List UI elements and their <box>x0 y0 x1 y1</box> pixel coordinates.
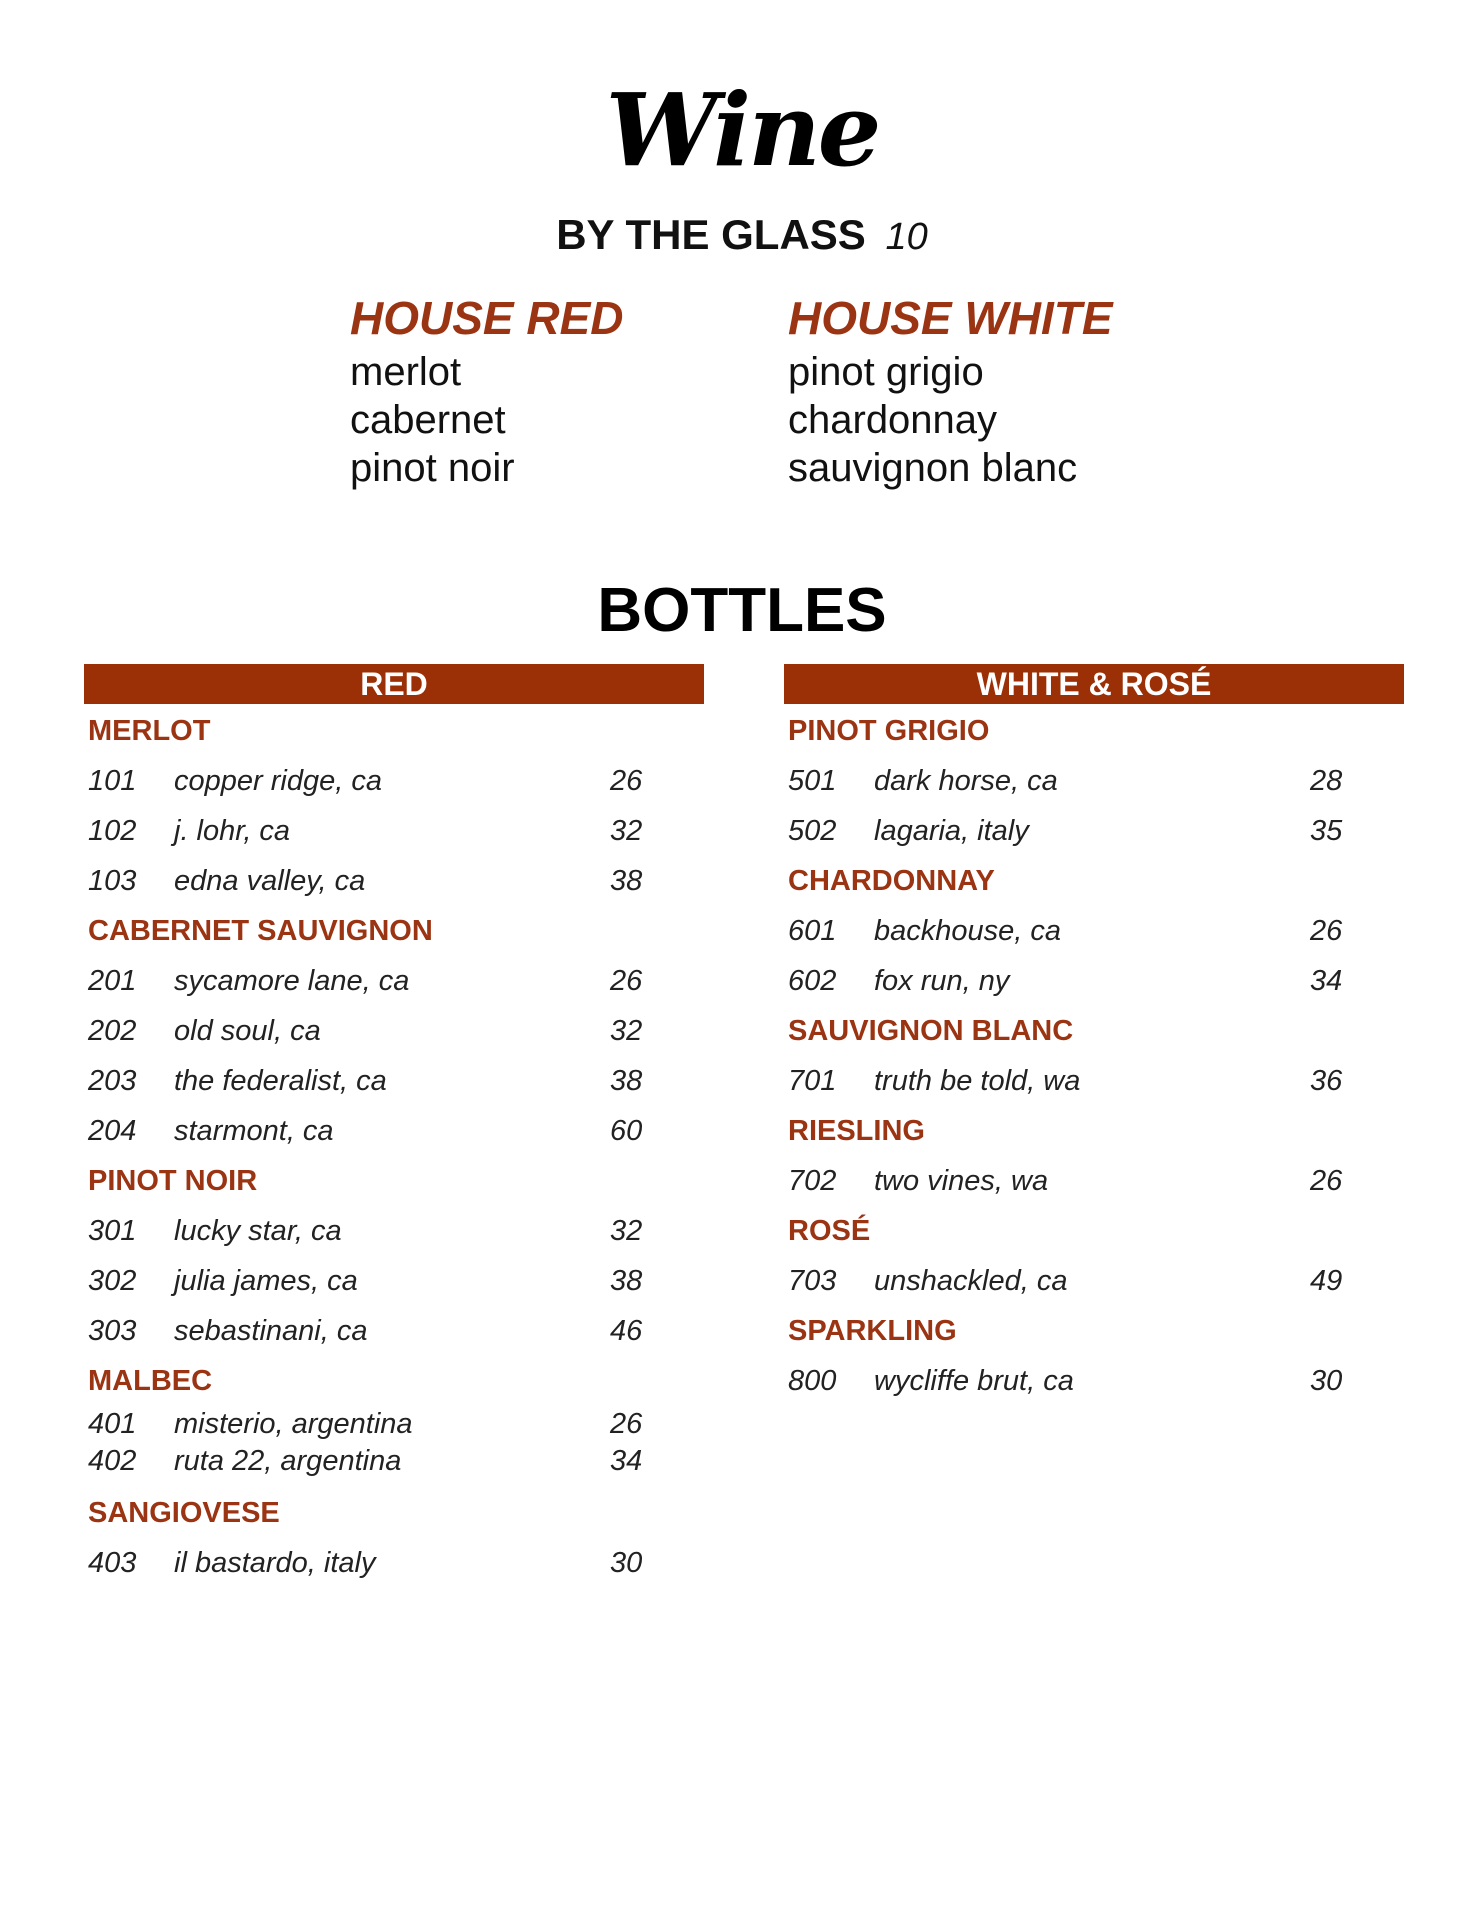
wine-name: unshackled, ca <box>874 1265 1068 1297</box>
wine-row <box>784 1056 1404 1106</box>
wine-row <box>84 756 704 806</box>
wine-row <box>784 1256 1404 1306</box>
house-red-item: pinot noir <box>350 446 515 490</box>
category-cabernet-sauvignon: CABERNET SAUVIGNON <box>88 915 433 947</box>
wine-number: 703 <box>788 1265 837 1297</box>
wine-price: 30 <box>610 1547 643 1579</box>
wine-name: old soul, ca <box>174 1015 321 1047</box>
wine-price: 49 <box>1310 1265 1343 1297</box>
wine-number: 303 <box>88 1315 137 1347</box>
white-rose-bottles-column <box>784 664 1404 1406</box>
house-red-item: cabernet <box>350 398 506 442</box>
category-pinot-noir: PINOT NOIR <box>88 1165 258 1197</box>
wine-number: 701 <box>788 1065 837 1097</box>
menu-title: Wine <box>605 71 879 189</box>
bottles-heading: BOTTLES <box>597 576 887 645</box>
wine-number: 602 <box>788 965 837 997</box>
category-merlot: MERLOT <box>88 715 211 747</box>
house-white-item: pinot grigio <box>788 350 984 394</box>
wine-row <box>784 956 1404 1006</box>
by-the-glass-line <box>0 210 1484 262</box>
wine-name: sycamore lane, ca <box>174 965 410 997</box>
wine-number: 101 <box>88 765 137 797</box>
wine-price: 32 <box>610 815 643 847</box>
wine-number: 502 <box>788 815 837 847</box>
wine-price: 34 <box>610 1445 643 1477</box>
wine-price: 28 <box>1310 765 1343 797</box>
wine-row <box>84 1206 704 1256</box>
house-red-heading: HOUSE RED <box>350 292 624 344</box>
wine-number: 102 <box>88 815 137 847</box>
red-bottles-column <box>84 664 704 1588</box>
wine-price: 26 <box>610 1408 643 1440</box>
wine-number: 103 <box>88 865 137 897</box>
category-malbec: MALBEC <box>88 1365 213 1397</box>
wine-price: 32 <box>610 1015 643 1047</box>
wine-name: copper ridge, ca <box>174 765 382 797</box>
category-pinot-grigio: PINOT GRIGIO <box>788 715 990 747</box>
wine-name: dark horse, ca <box>874 765 1058 797</box>
wine-price: 32 <box>610 1215 643 1247</box>
wine-row <box>784 1156 1404 1206</box>
wine-number: 204 <box>88 1115 137 1147</box>
wine-number: 702 <box>788 1165 837 1197</box>
wine-price: 26 <box>1310 1165 1343 1197</box>
wine-row <box>84 1306 704 1356</box>
wine-name: the federalist, ca <box>174 1065 387 1097</box>
wine-row <box>84 1056 704 1106</box>
white-rose-header-bar: WHITE & ROSÉ <box>784 664 1404 704</box>
wine-name: truth be told, wa <box>874 1065 1081 1097</box>
wine-price: 26 <box>1310 915 1343 947</box>
category-riesling: RIESLING <box>788 1115 925 1147</box>
wine-name: sebastinani, ca <box>174 1315 368 1347</box>
house-white-item: sauvignon blanc <box>788 446 1078 490</box>
wine-name: two vines, wa <box>874 1165 1049 1197</box>
wine-number: 202 <box>88 1015 137 1047</box>
wine-row <box>84 1538 704 1588</box>
wine-number: 402 <box>88 1445 137 1477</box>
wine-number: 401 <box>88 1408 137 1440</box>
wine-price: 30 <box>1310 1365 1343 1397</box>
wine-price: 60 <box>610 1115 643 1147</box>
house-white-item: chardonnay <box>788 398 998 442</box>
wine-name: j. lohr, ca <box>174 815 291 847</box>
house-red-item: merlot <box>350 350 462 394</box>
wine-number: 501 <box>788 765 837 797</box>
wine-row <box>84 1256 704 1306</box>
wine-name: il bastardo, italy <box>174 1547 376 1579</box>
wine-name: edna valley, ca <box>174 865 366 897</box>
wine-number: 800 <box>788 1365 837 1397</box>
wine-number: 301 <box>88 1215 137 1247</box>
wine-name: wycliffe brut, ca <box>874 1365 1074 1397</box>
wine-price: 34 <box>1310 965 1343 997</box>
wine-name: lucky star, ca <box>174 1215 342 1247</box>
wine-price: 38 <box>610 865 643 897</box>
wine-row <box>84 956 704 1006</box>
by-the-glass-label: BY THE GLASS <box>556 211 866 258</box>
wine-name: starmont, ca <box>174 1115 334 1147</box>
house-white-heading: HOUSE WHITE <box>788 292 1113 344</box>
wine-number: 203 <box>88 1065 137 1097</box>
wine-row <box>784 1356 1404 1406</box>
wine-row <box>84 1006 704 1056</box>
wine-price: 36 <box>1310 1065 1343 1097</box>
category-sauvignon-blanc: SAUVIGNON BLANC <box>788 1015 1074 1047</box>
wine-name: fox run, ny <box>874 965 1010 997</box>
wine-row <box>784 756 1404 806</box>
red-header-bar: RED <box>84 664 704 704</box>
wine-price: 38 <box>610 1265 643 1297</box>
wine-number: 201 <box>88 965 137 997</box>
wine-price: 26 <box>610 965 643 997</box>
wine-number: 403 <box>88 1547 137 1579</box>
wine-row <box>84 856 704 906</box>
wine-name: ruta 22, argentina <box>174 1445 402 1477</box>
wine-row <box>784 806 1404 856</box>
wine-price: 35 <box>1310 815 1343 847</box>
wine-price: 26 <box>610 765 643 797</box>
category-rose: ROSÉ <box>788 1215 871 1247</box>
wine-row <box>84 1106 704 1156</box>
category-sparkling: SPARKLING <box>788 1315 957 1347</box>
wine-row <box>84 1443 704 1480</box>
category-sangiovese: SANGIOVESE <box>88 1497 280 1529</box>
wine-name: misterio, argentina <box>174 1408 413 1440</box>
wine-number: 302 <box>88 1265 137 1297</box>
wine-row <box>784 906 1404 956</box>
wine-row <box>84 806 704 856</box>
wine-name: lagaria, italy <box>874 815 1029 847</box>
wine-name: julia james, ca <box>174 1265 358 1297</box>
category-chardonnay: CHARDONNAY <box>788 865 995 897</box>
wine-name: backhouse, ca <box>874 915 1062 947</box>
wine-price: 46 <box>610 1315 643 1347</box>
by-the-glass-price: 10 <box>885 216 928 258</box>
house-white-section <box>788 290 1113 492</box>
wine-number: 601 <box>788 915 837 947</box>
wine-row <box>84 1406 704 1443</box>
wine-price: 38 <box>610 1065 643 1097</box>
house-red-section <box>350 290 623 492</box>
